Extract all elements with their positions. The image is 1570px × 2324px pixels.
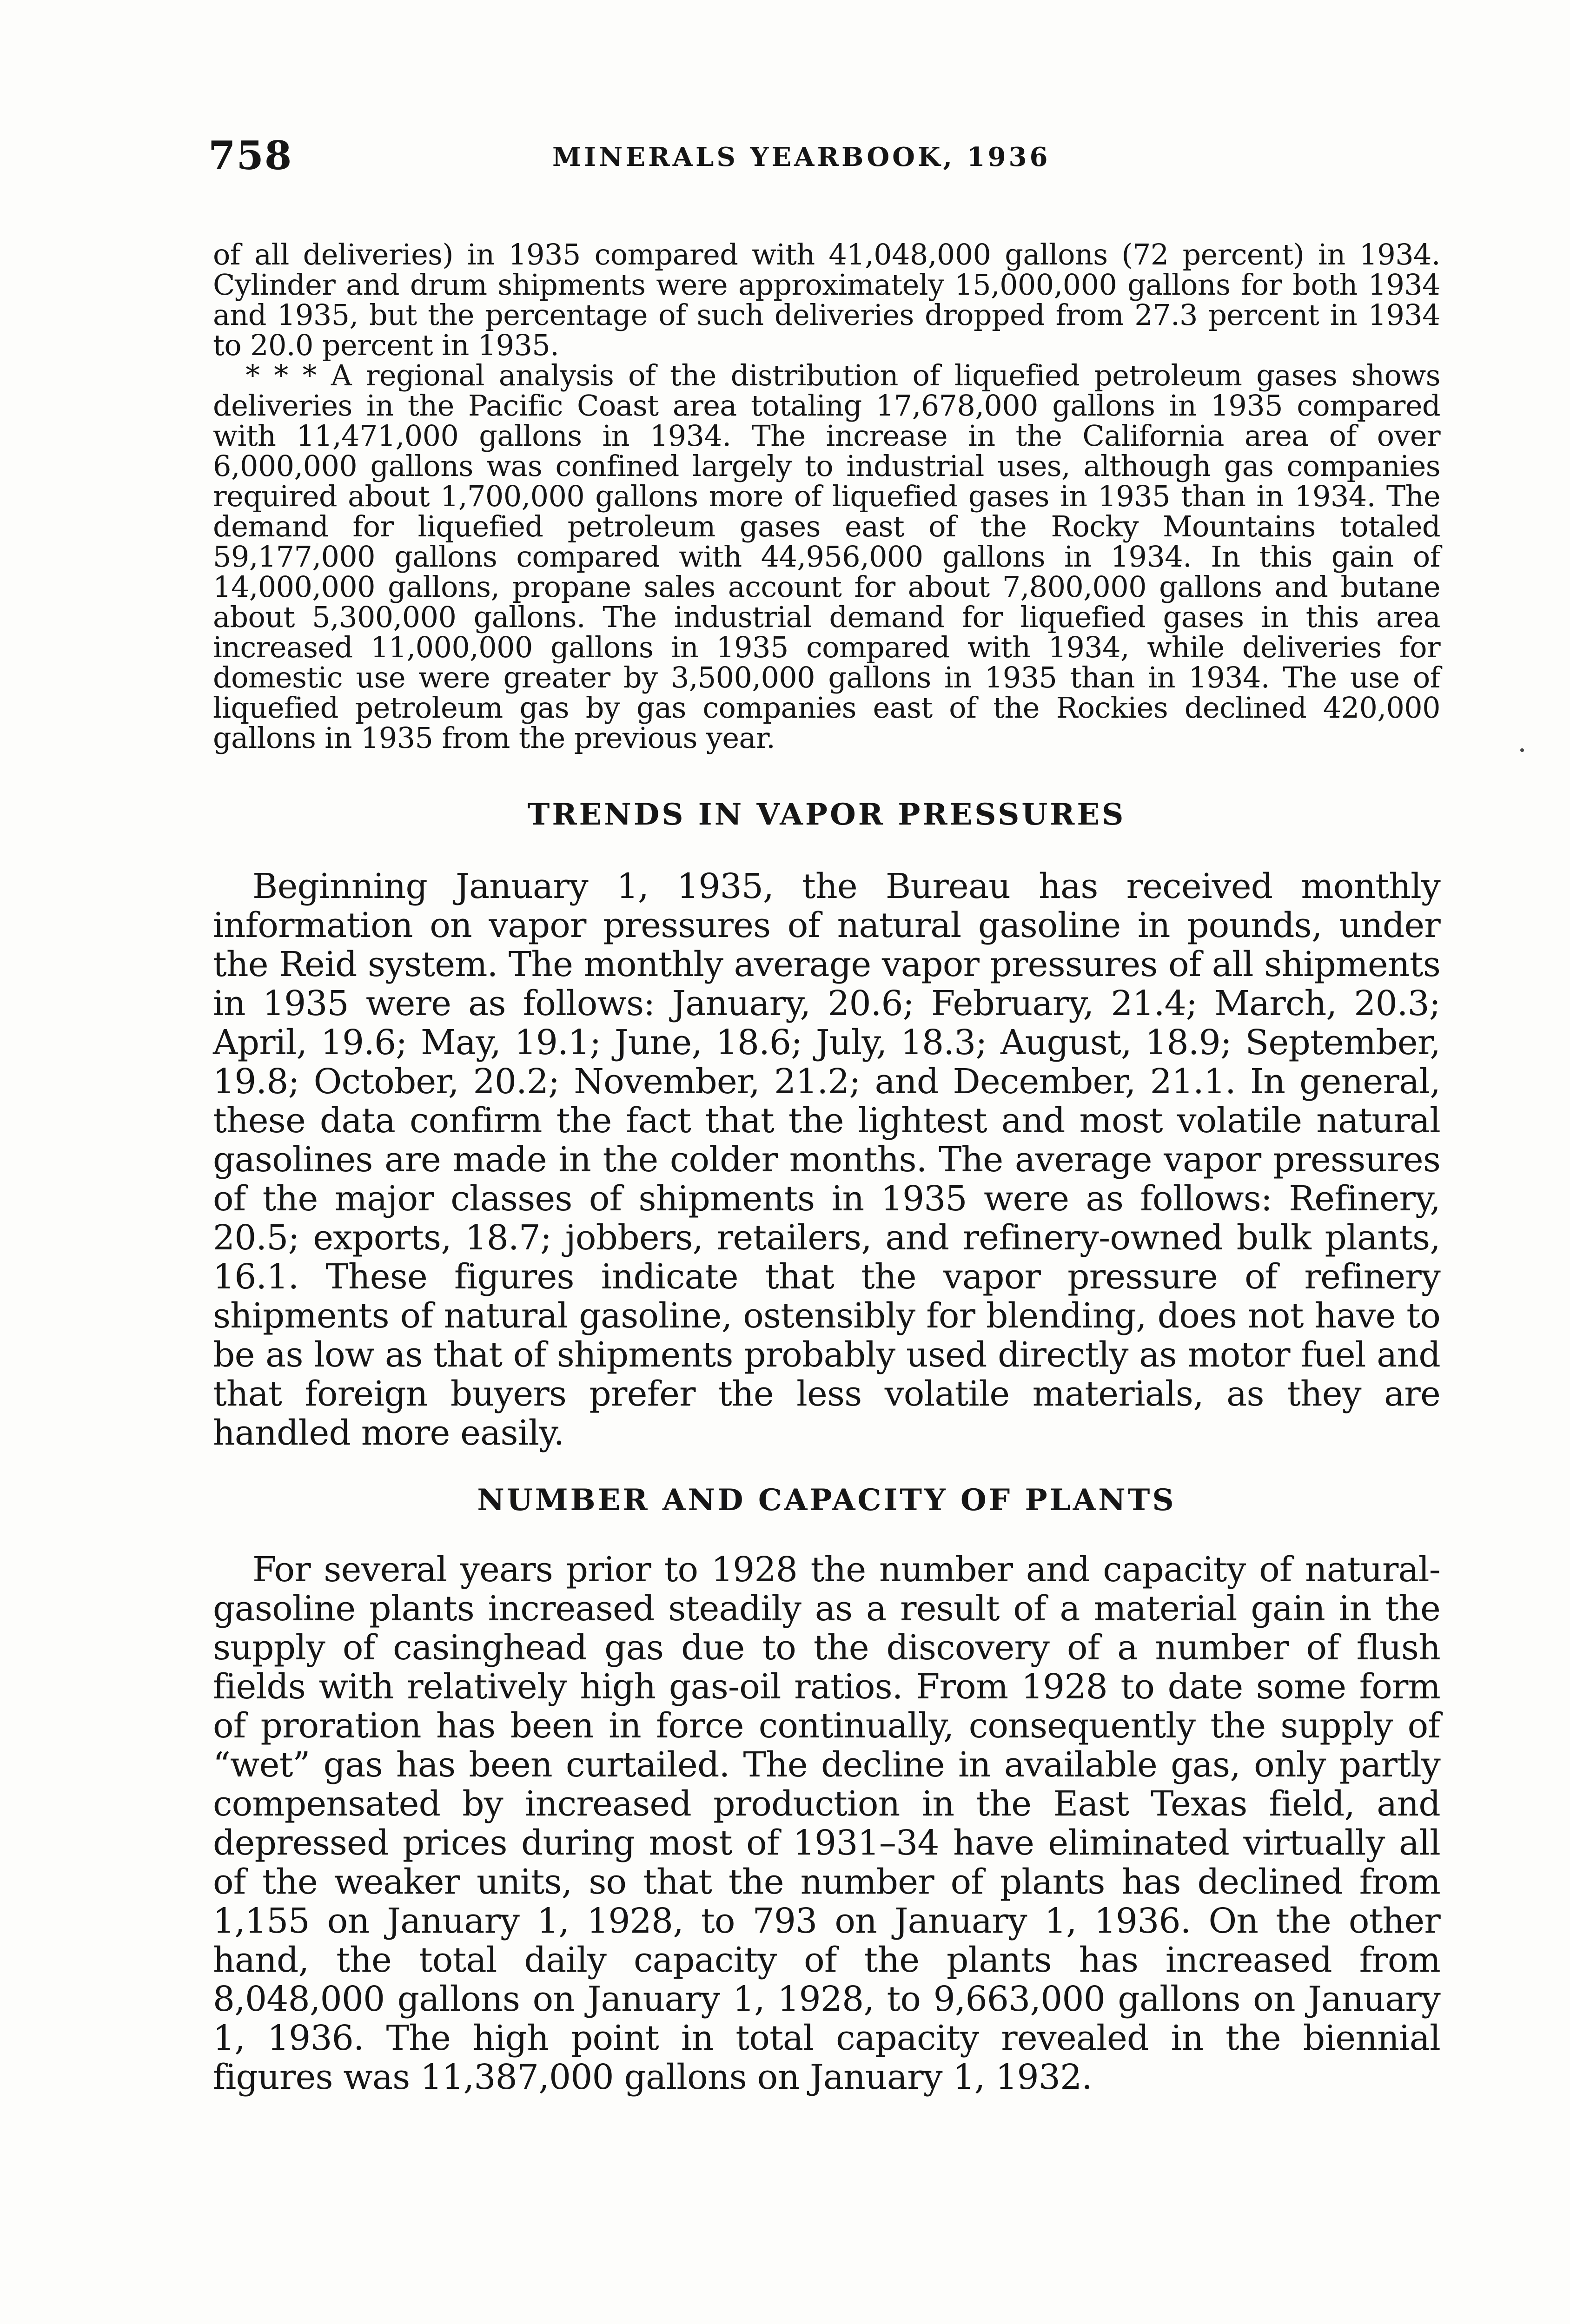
- running-title: MINERALS YEARBOOK, 1936: [552, 142, 1051, 172]
- section-heading-plants: NUMBER AND CAPACITY OF PLANTS: [477, 1483, 1176, 1518]
- intro-paragraph-regional-analysis: * * * A regional analysis of the distribution of liquefied petroleum gases shows deliveries in the Pacific Coast area totaling 17,678,000 gallons in 1935 compared with 11,471,000 gallons in 1934. The increase in the California area of over 6,000,000 gallons was confined largely to industrial uses, although gas companies required about 1,700,000 gallons more of liquefied gases in 1935 than in 1934. The demand for liquefied petroleum gases east of the Rocky Mountains totaled 59,177,000 gallons compared with 44,956,000 gallons in 1934. In this gain of 14,000,000 gallons, propane sales account for about 7,800,000 gallons and butane about 5,300,000 gallons. The industrial demand for liquefied gases in this area increased 11,000,000 gallons in 1935 compared with 1934, while deliveries for domestic use were greater by 3,500,000 gallons in 1935 than in 1934. The use of liquefied petroleum gas by gas companies east of the Rockies declined 420,000 gallons in 1935 from the previous year.: [213, 358, 1440, 755]
- plants-paragraph: For several years prior to 1928 the number and capacity of natural-gasoline plants increased steadily as a result of a material gain in the supply of casinghead gas due to the discovery of a number of flush fields with relatively high gas-oil ratios. From 1928 to date some form of proration has been in force continually, consequently the supply of “wet” gas has been curtailed. The decline in available gas, only partly compensated by increased production in the East Texas field, and depressed prices during most of 1931–34 have eliminated virtually all of the weaker units, so that the number of plants has declined from 1,155 on January 1, 1928, to 793 on January 1, 1936. On the other hand, the total daily capacity of the plants has increased from 8,048,000 gallons on January 1, 1928, to 9,663,000 gallons on January 1, 1936. The high point in total capacity revealed in the biennial figures was 11,387,000 gallons on January 1, 1932.: [213, 1550, 1440, 2097]
- intro-text-block: [213, 239, 1440, 753]
- intro-paragraph-continued: of all deliveries) in 1935 compared with 41,048,000 gallons (72 percent) in 1934. Cylinder and drum shipments were approximately 15,000,000 gallons for both 1934 and 1935, but the percentage of such deliveries dropped from 27.3 percent in 1934 to 20.0 percent in 1935.: [213, 238, 1440, 362]
- section-heading-vapor-pressures: TRENDS IN VAPOR PRESSURES: [527, 797, 1126, 832]
- vapor-pressures-paragraph: Beginning January 1, 1935, the Bureau has received monthly information on vapor pressures of natural gasoline in pounds, under the Reid system. The monthly average vapor pressures of all shipments in 1935 were as follows: January, 20.6; February, 21.4; March, 20.3; April, 19.6; May, 19.1; June, 18.6; July, 18.3; August, 18.9; September, 19.8; October, 20.2; November, 21.2; and December, 21.1. In general, these data confirm the fact that the lightest and most volatile natural gasolines are made in the colder months. The average vapor pressures of the major classes of shipments in 1935 were as follows: Refinery, 20.5; exports, 18.7; jobbers, retailers, and refinery-owned bulk plants, 16.1. These figures indicate that the vapor pressure of refinery shipments of natural gasoline, ostensibly for blending, does not have to be as low as that of shipments probably used directly as motor fuel and that foreign buyers prefer the less volatile materials, as they are handled more easily.: [213, 866, 1440, 1453]
- vapor-pressures-text-block: [213, 867, 1440, 1452]
- scan-speck: [1520, 748, 1524, 752]
- plants-text-block: [213, 1550, 1440, 2097]
- running-head: [208, 132, 1068, 184]
- page-number: 758: [208, 132, 293, 178]
